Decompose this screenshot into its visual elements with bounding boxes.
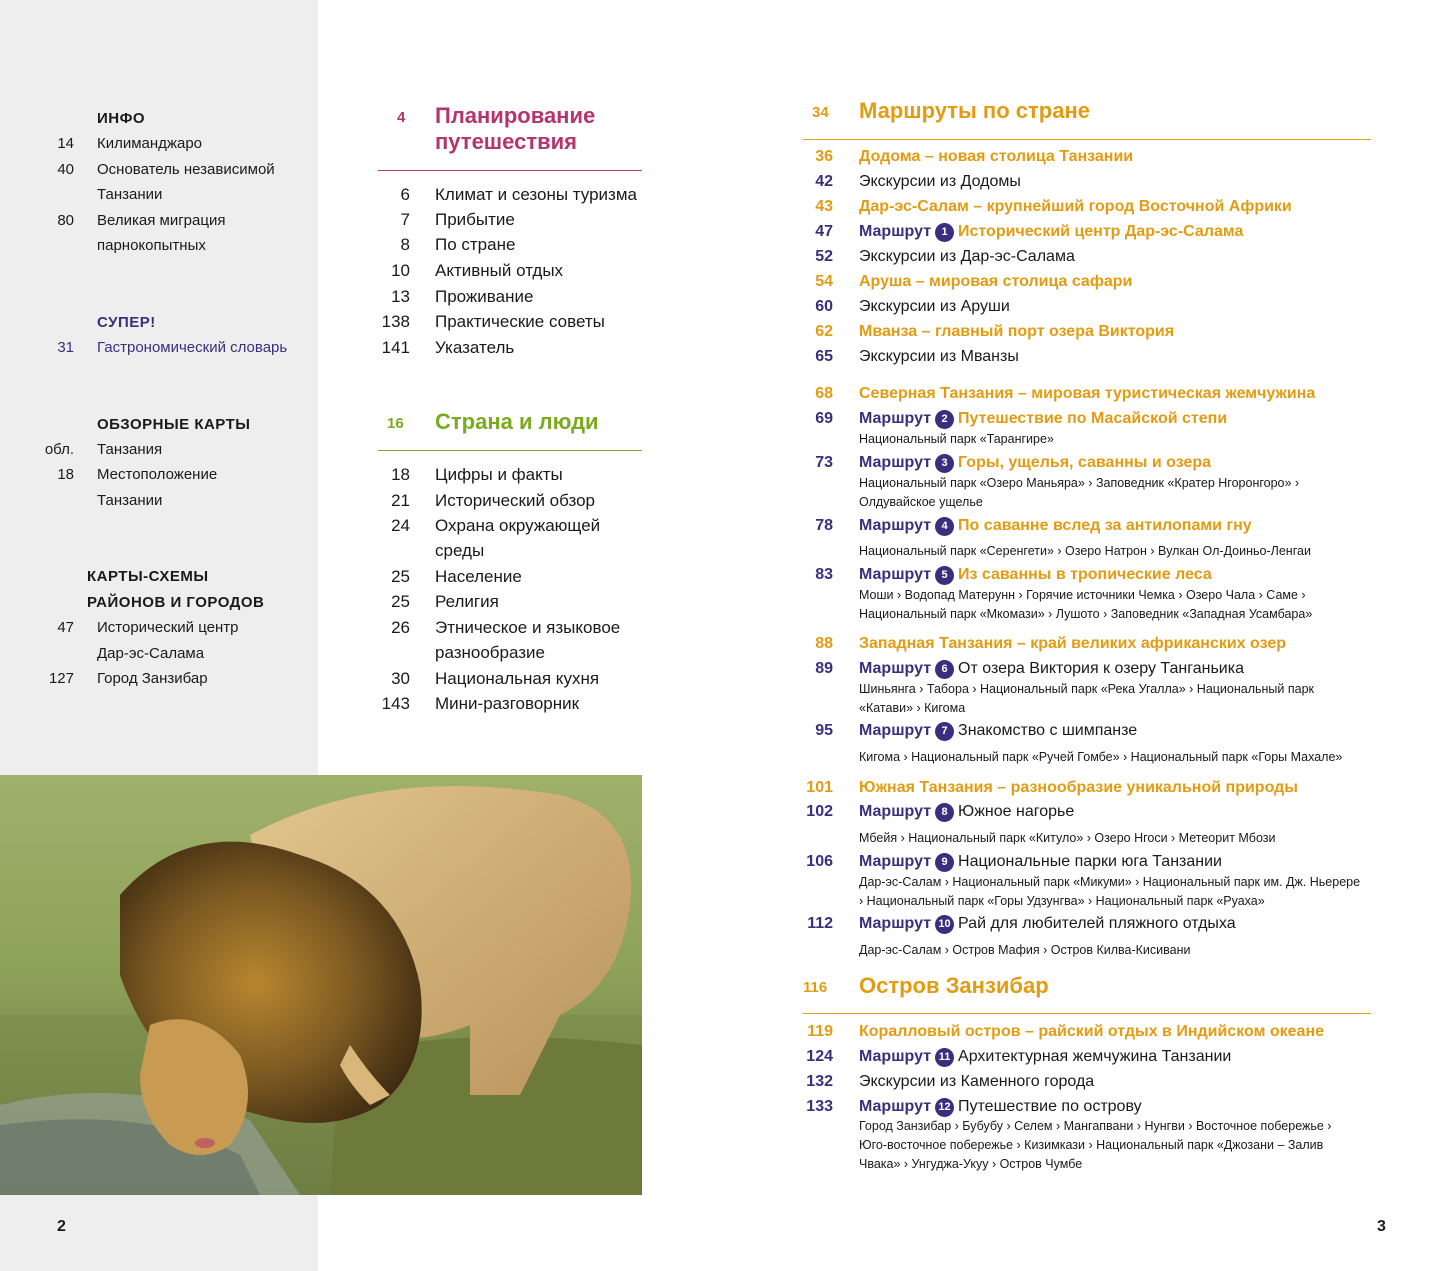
toc-item-label: Указатель: [435, 338, 515, 357]
region-row[interactable]: [803, 1020, 1383, 1044]
route-row[interactable]: [803, 657, 1383, 681]
row-text: [859, 563, 1212, 587]
route-number-badge: 4: [935, 517, 954, 536]
lion-drinking-image: [0, 775, 642, 1195]
route-row[interactable]: [803, 220, 1383, 244]
toc-item-cont: [378, 538, 648, 563]
planning-rule: [378, 170, 642, 171]
row-text: Северная Танзания – мировая туристическая жемчужина: [859, 385, 1316, 402]
row-page-number: 132: [806, 1073, 833, 1090]
row-page-number: 47: [815, 223, 833, 240]
route-title: Путешествие по острову: [958, 1098, 1142, 1115]
region-row[interactable]: [803, 382, 1383, 406]
route-label: Маршрут: [859, 454, 932, 471]
row-text: Дар-эс-Салам – крупнейший город Восточной Африки: [859, 198, 1292, 215]
row-page-number: 88: [815, 635, 833, 652]
route-stops: Дар-эс-Салам › Остров Мафия › Остров Килва-Кисивани: [859, 943, 1191, 957]
toc-item-label: Прибытие: [435, 210, 515, 229]
page-number-right: 3: [1377, 1218, 1386, 1235]
route-title: Путешествие по Масайской степи: [958, 410, 1228, 427]
toc-item-label: Этническое и языковое: [435, 618, 621, 637]
toc-item[interactable]: [378, 513, 648, 538]
toc-item-label: разнообразие: [435, 643, 546, 662]
excursion-row[interactable]: [803, 170, 1383, 194]
row-text: [859, 407, 1227, 431]
map-item[interactable]: обл. Танзания: [44, 441, 163, 458]
toc-item[interactable]: [378, 258, 648, 283]
route-stops: › Национальный парк «Горы Удзунгва» › Национальный парк «Руаха»: [859, 894, 1265, 908]
row-page-number: 101: [806, 779, 833, 796]
toc-page-number: 141: [381, 338, 410, 357]
route-stops: «Катави» › Кигома: [859, 701, 966, 715]
toc-item[interactable]: [378, 666, 648, 691]
route-number-badge: 8: [935, 803, 954, 822]
route-title: Горы, ущелья, саванны и озера: [958, 454, 1212, 471]
toc-item-label: Мини-разговорник: [435, 694, 580, 713]
route-title: Рай для любителей пляжного отдыха: [958, 915, 1236, 932]
toc-item-label: Охрана окружающей: [435, 516, 601, 535]
info-item[interactable]: 80 Великая миграция: [57, 212, 226, 229]
route-label: Маршрут: [859, 660, 932, 677]
route-stops: Олдувайское ущелье: [859, 495, 983, 509]
route-stops: Национальный парк «Тарангире»: [859, 432, 1054, 446]
toc-item-label: По стране: [435, 235, 516, 254]
excursion-row[interactable]: [803, 245, 1383, 269]
country-title: Страна и люди: [435, 409, 599, 434]
row-text: [859, 514, 1252, 538]
toc-item-label: Национальная кухня: [435, 669, 600, 688]
routes-title: Маршруты по стране: [859, 98, 1090, 123]
row-page-number: 102: [806, 803, 833, 820]
route-label: Маршрут: [859, 517, 932, 534]
toc-page-number: 25: [391, 567, 410, 586]
row-text: Аруша – мировая столица сафари: [859, 273, 1133, 290]
scheme-map-item[interactable]: 127 Город Занзибар: [48, 670, 208, 687]
toc-page-number: 25: [391, 592, 410, 611]
toc-item[interactable]: [378, 207, 648, 232]
route-row[interactable]: [803, 514, 1383, 538]
row-page-number: 112: [807, 915, 833, 932]
route-stops: Город Занзибар › Бубубу › Селем › Мангапвани › Нунгви › Восточное побережье ›: [859, 1119, 1332, 1133]
toc-page-number: 13: [391, 287, 410, 306]
route-stops: Национальный парк «Озеро Маньяра» › Заповедник «Кратер Нгоронгоро» ›: [859, 476, 1300, 490]
route-row[interactable]: [803, 563, 1383, 587]
row-page-number: 106: [806, 853, 833, 870]
super-item[interactable]: 31 Гастрономический словарь: [57, 339, 288, 356]
toc-page-number: 10: [391, 261, 410, 280]
row-text: [859, 657, 1244, 681]
toc-page-number: 143: [381, 694, 410, 713]
route-number-badge: 3: [935, 454, 954, 473]
route-title: Из саванны в тропические леса: [958, 566, 1212, 583]
toc-page-number: 21: [391, 491, 410, 510]
route-title: Архитектурная жемчужина Танзании: [958, 1048, 1232, 1065]
row-page-number: 68: [815, 385, 833, 402]
info-item-cont: парнокопытных: [97, 237, 206, 254]
row-page-number: 83: [815, 566, 833, 583]
region-row[interactable]: [803, 632, 1383, 656]
route-label: Маршрут: [859, 223, 932, 240]
route-title: От озера Виктория к озеру Танганьика: [958, 660, 1244, 677]
row-page-number: 89: [815, 660, 833, 677]
zanzibar-rule: [803, 1013, 1371, 1014]
row-text: Западная Танзания – край великих африканских озер: [859, 635, 1286, 652]
row-text: [859, 1045, 1231, 1069]
route-row[interactable]: [803, 912, 1383, 936]
map-item[interactable]: 18 Местоположение: [57, 466, 218, 483]
route-number-badge: 9: [935, 853, 954, 872]
scheme-maps-heading-2: РАЙОНОВ И ГОРОДОВ: [87, 594, 265, 611]
toc-page-number: 26: [391, 618, 410, 637]
row-page-number: 43: [815, 198, 833, 215]
row-page-number: 36: [815, 148, 833, 165]
row-text: Коралловый остров – райский отдых в Индийском океане: [859, 1023, 1324, 1040]
route-stops: Дар-эс-Салам › Национальный парк «Микуми» › Национальный парк им. Дж. Ньерере: [859, 875, 1361, 889]
route-title: Южное нагорье: [958, 803, 1075, 820]
region-row[interactable]: [803, 195, 1383, 219]
row-page-number: 133: [806, 1098, 833, 1115]
toc-item-cont: [378, 640, 648, 665]
route-label: Маршрут: [859, 1098, 932, 1115]
row-text: [859, 800, 1074, 824]
region-row[interactable]: [803, 145, 1383, 169]
toc-item[interactable]: [378, 462, 648, 487]
route-number-badge: 11: [935, 1048, 954, 1067]
row-page-number: 69: [815, 410, 833, 427]
row-text: [859, 912, 1236, 936]
route-number-badge: 10: [935, 915, 954, 934]
route-stops: Национальный парк «Серенгети» › Озеро Натрон › Вулкан Ол-Доиньо-Ленгаи: [859, 544, 1311, 558]
row-page-number: 119: [807, 1023, 833, 1040]
route-row[interactable]: [803, 407, 1383, 431]
route-row[interactable]: [803, 1095, 1383, 1119]
route-number-badge: 1: [935, 223, 954, 242]
toc-item[interactable]: [378, 691, 648, 716]
row-text: Мванза – главный порт озера Виктория: [859, 323, 1175, 340]
route-number-badge: 5: [935, 566, 954, 585]
route-number-badge: 2: [935, 410, 954, 429]
row-page-number: 54: [815, 273, 833, 290]
super-heading: СУПЕР!: [97, 314, 156, 331]
route-label: Маршрут: [859, 803, 932, 820]
route-stops: Национальный парк «Мкомази» › Лушото › Заповедник «Западная Усамбара»: [859, 607, 1313, 621]
lion-photo: [0, 775, 642, 1195]
excursion-row[interactable]: [803, 345, 1383, 369]
route-label: Маршрут: [859, 1048, 932, 1065]
route-label: Маршрут: [859, 410, 932, 427]
route-label: Маршрут: [859, 853, 932, 870]
routes-rule: [803, 139, 1371, 140]
row-text: [859, 1095, 1142, 1119]
route-row[interactable]: [803, 451, 1383, 475]
country-rule: [378, 450, 642, 451]
toc-item-label: Климат и сезоны туризма: [435, 185, 637, 204]
excursion-row[interactable]: [803, 295, 1383, 319]
toc-page-number: 8: [400, 235, 410, 254]
toc-page-number: 30: [391, 669, 410, 688]
route-stops: Чвака» › Унгуджа-Укуу › Остров Чумбе: [859, 1157, 1083, 1171]
toc-item[interactable]: [378, 488, 648, 513]
toc-page-number: 6: [400, 185, 410, 204]
toc-item-label: Практические советы: [435, 312, 605, 331]
region-row[interactable]: [803, 270, 1383, 294]
row-page-number: 95: [815, 722, 833, 739]
routes-number: 34: [812, 104, 829, 121]
route-row[interactable]: [803, 719, 1383, 743]
row-page-number: 124: [806, 1048, 833, 1065]
overview-maps-heading: ОБЗОРНЫЕ КАРТЫ: [97, 416, 251, 433]
scheme-map-item-cont: Дар-эс-Салама: [97, 645, 205, 662]
toc-page-number: 7: [400, 210, 410, 229]
region-row[interactable]: [803, 320, 1383, 344]
zanzibar-title: Остров Занзибар: [859, 973, 1049, 998]
route-title: По саванне вслед за антилопами гну: [958, 517, 1252, 534]
route-stops: Шиньянга › Табора › Национальный парк «Река Угалла» › Национальный парк: [859, 682, 1315, 696]
toc-item[interactable]: [378, 564, 648, 589]
toc-item[interactable]: [378, 615, 648, 640]
row-text: [859, 451, 1211, 475]
route-label: Маршрут: [859, 722, 932, 739]
toc-item-label: Активный отдых: [435, 261, 564, 280]
row-text: [859, 850, 1222, 874]
planning-title: Планирование: [435, 103, 596, 128]
toc-item[interactable]: [378, 232, 648, 257]
route-row[interactable]: [803, 800, 1383, 824]
row-text: Додома – новая столица Танзании: [859, 148, 1134, 165]
zanzibar-number: 116: [803, 979, 828, 996]
info-item-cont: Танзании: [97, 186, 163, 203]
row-text: Экскурсии из Додомы: [859, 173, 1021, 190]
route-stops: Юго-восточное побережье › Кизимкази › Национальный парк «Джозани – Залив: [859, 1138, 1324, 1152]
info-heading: ИНФО: [97, 110, 146, 127]
row-page-number: 42: [815, 173, 833, 190]
region-row[interactable]: [803, 776, 1383, 800]
row-text: Экскурсии из Дар-эс-Салама: [859, 248, 1075, 265]
toc-item-label: Религия: [435, 592, 499, 611]
row-text: Экскурсии из Аруши: [859, 298, 1010, 315]
toc-item-label: Проживание: [435, 287, 534, 306]
route-row[interactable]: [803, 850, 1383, 874]
row-page-number: 65: [815, 348, 833, 365]
toc-item-label: Население: [435, 567, 522, 586]
map-item-cont: Танзании: [97, 492, 163, 509]
toc-page-number: 138: [381, 312, 410, 331]
toc-page-number: 24: [391, 516, 410, 535]
route-label: Маршрут: [859, 566, 932, 583]
row-text: [859, 719, 1137, 743]
row-text: Экскурсии из Мванзы: [859, 348, 1019, 365]
row-text: Экскурсии из Каменного города: [859, 1073, 1095, 1090]
country-number: 16: [387, 415, 404, 432]
route-title: Национальные парки юга Танзании: [958, 853, 1222, 870]
toc-item[interactable]: [378, 589, 648, 614]
route-title: Исторический центр Дар-эс-Салама: [958, 223, 1244, 240]
row-text: Южная Танзания – разнообразие уникальной природы: [859, 779, 1298, 796]
row-text: [859, 220, 1243, 244]
row-page-number: 78: [815, 517, 833, 534]
info-item[interactable]: 14 Килиманджаро: [57, 135, 202, 152]
scheme-maps-heading: КАРТЫ-СХЕМЫ: [87, 568, 209, 585]
route-label: Маршрут: [859, 915, 932, 932]
page-number-left: 2: [57, 1218, 66, 1235]
toc-item[interactable]: [378, 309, 648, 334]
planning-title-2: путешествия: [435, 129, 577, 154]
scheme-map-item[interactable]: 47 Исторический центр: [57, 619, 239, 636]
toc-item-label: Цифры и факты: [435, 465, 563, 484]
info-item[interactable]: 40 Основатель независимой: [57, 161, 275, 178]
row-page-number: 52: [815, 248, 833, 265]
route-number-badge: 6: [935, 660, 954, 679]
route-stops: Моши › Водопад Матерунн › Горячие источники Чемка › Озеро Чала › Саме ›: [859, 588, 1306, 602]
toc-item[interactable]: [378, 182, 648, 207]
route-row[interactable]: [803, 1045, 1383, 1069]
row-page-number: 62: [815, 323, 833, 340]
excursion-row[interactable]: [803, 1070, 1383, 1094]
row-page-number: 60: [815, 298, 833, 315]
route-stops: Мбейя › Национальный парк «Китуло» › Озеро Нгоси › Метеорит Мбози: [859, 831, 1276, 845]
toc-item[interactable]: [378, 284, 648, 309]
route-stops: Кигома › Национальный парк «Ручей Гомбе» › Национальный парк «Горы Махале»: [859, 750, 1343, 764]
route-title: Знакомство с шимпанзе: [958, 722, 1138, 739]
planning-number: 4: [397, 109, 406, 126]
toc-page-number: 18: [391, 465, 410, 484]
route-number-badge: 12: [935, 1098, 954, 1117]
row-page-number: 73: [815, 454, 833, 471]
route-number-badge: 7: [935, 722, 954, 741]
toc-item-label: среды: [435, 541, 485, 560]
toc-item-label: Исторический обзор: [435, 491, 596, 510]
toc-item[interactable]: [378, 335, 648, 360]
